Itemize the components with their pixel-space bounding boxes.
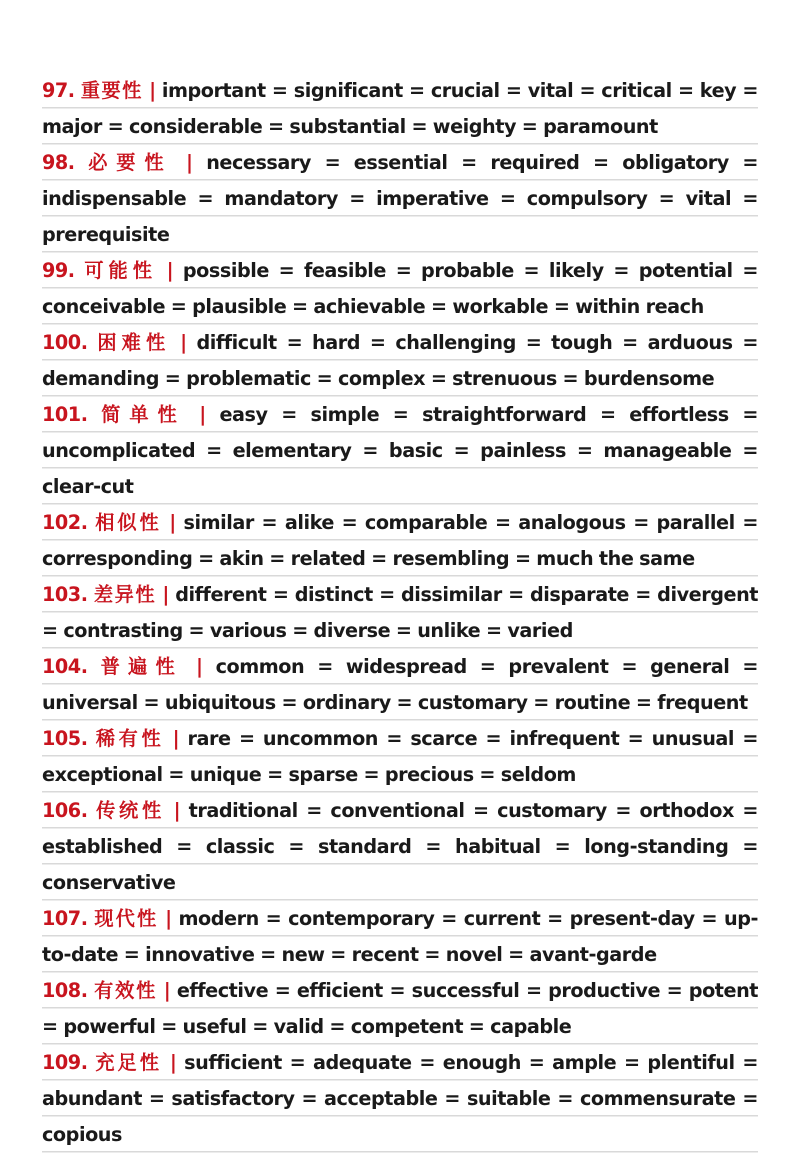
synonym-list: modern = contemporary = current = present-day = up-to-date = innovative = new = recent = novel = avant-garde (42, 907, 759, 966)
separator: | (165, 907, 172, 930)
vocab-entry-104 (42, 649, 758, 721)
entry-number: 109. (42, 1051, 88, 1074)
chinese-term: 重要性 (80, 79, 143, 102)
synonym-list: effective = efficient = successful = productive = potent = powerful = useful = valid = competent = capable (42, 979, 759, 1038)
separator: | (195, 655, 203, 678)
separator: | (186, 151, 193, 174)
chinese-term: 困难性 (97, 331, 171, 354)
chinese-term: 有效性 (94, 979, 158, 1002)
entry-number: 107. (42, 907, 88, 930)
chinese-term: 现代性 (94, 907, 159, 930)
chinese-term: 差异性 (93, 583, 157, 606)
entry-number: 99. (42, 259, 75, 282)
entry-number: 106. (42, 799, 88, 822)
chinese-term: 普遍性 (100, 655, 183, 678)
separator: | (163, 979, 171, 1002)
separator: | (173, 799, 181, 822)
synonym-list: common = widespread = prevalent = general = universal = ubiquitous = ordinary = customary = routine = frequent (42, 655, 758, 714)
entry-number: 103. (42, 583, 88, 606)
chinese-term: 可能性 (84, 259, 157, 282)
chinese-term: 传统性 (96, 799, 166, 822)
vocab-entry-99 (42, 253, 758, 325)
vocab-entry-102 (42, 505, 758, 577)
vocab-entry-109 (42, 1045, 758, 1153)
separator: | (180, 331, 187, 354)
synonym-list: possible = feasible = probable = likely = potential = conceivable = plausible = achievable = workable = within reach (42, 259, 759, 318)
vocab-entry-98 (42, 145, 758, 253)
synonym-list: different = distinct = dissimilar = disparate = divergent = contrasting = various = diverse = unlike = varied (42, 583, 759, 642)
synonym-list: traditional = conventional = customary = orthodox = established = classic = standard = habitual = long-standing = conservative (42, 799, 759, 894)
entry-number: 100. (42, 331, 88, 354)
synonym-list: difficult = hard = challenging = tough = arduous = demanding = problematic = complex = strenuous = burdensome (42, 331, 758, 390)
entry-number: 98. (42, 151, 75, 174)
entry-number: 105. (42, 727, 88, 750)
vocabulary-list (42, 73, 758, 1153)
separator: | (169, 1051, 177, 1074)
vocab-entry-107 (42, 901, 758, 973)
chinese-term: 相似性 (95, 511, 162, 534)
entry-number: 104. (42, 655, 88, 678)
entry-number: 101. (42, 403, 88, 426)
separator: | (199, 403, 206, 426)
entry-number: 108. (42, 979, 88, 1002)
synonym-list: similar = alike = comparable = analogous = parallel = corresponding = akin = related = resembling = much the same (42, 511, 759, 570)
vocab-entry-103 (42, 577, 758, 649)
separator: | (149, 79, 156, 102)
chinese-term: 简单性 (101, 403, 186, 426)
synonym-list: easy = simple = straightforward = effortless = uncomplicated = elementary = basic = painless = manageable = clear-cut (42, 403, 759, 498)
vocab-entry-108 (42, 973, 758, 1045)
synonym-list: important = significant = crucial = vital = critical = key = major = considerable = substantial = weighty = paramount (42, 79, 759, 138)
separator: | (172, 727, 180, 750)
vocab-entry-100 (42, 325, 758, 397)
vocab-entry-105 (42, 721, 758, 793)
separator: | (166, 259, 174, 282)
chinese-term: 充足性 (95, 1051, 163, 1074)
chinese-term: 必要性 (88, 151, 173, 174)
synonym-list: rare = uncommon = scarce = infrequent = unusual = exceptional = unique = sparse = precious = seldom (42, 727, 759, 786)
synonym-list: necessary = essential = required = obligatory = indispensable = mandatory = imperative = compulsory = vital = prerequisite (42, 151, 759, 246)
separator: | (169, 511, 176, 534)
entry-number: 102. (42, 511, 88, 534)
vocab-entry-106 (42, 793, 758, 901)
vocab-entry-101 (42, 397, 758, 505)
entry-number: 97. (42, 79, 75, 102)
separator: | (162, 583, 169, 606)
vocab-entry-97 (42, 73, 758, 145)
chinese-term: 稀有性 (95, 727, 165, 750)
synonym-list: sufficient = adequate = enough = ample = plentiful = abundant = satisfactory = acceptable = suitable = commensurate = copious (42, 1051, 759, 1146)
